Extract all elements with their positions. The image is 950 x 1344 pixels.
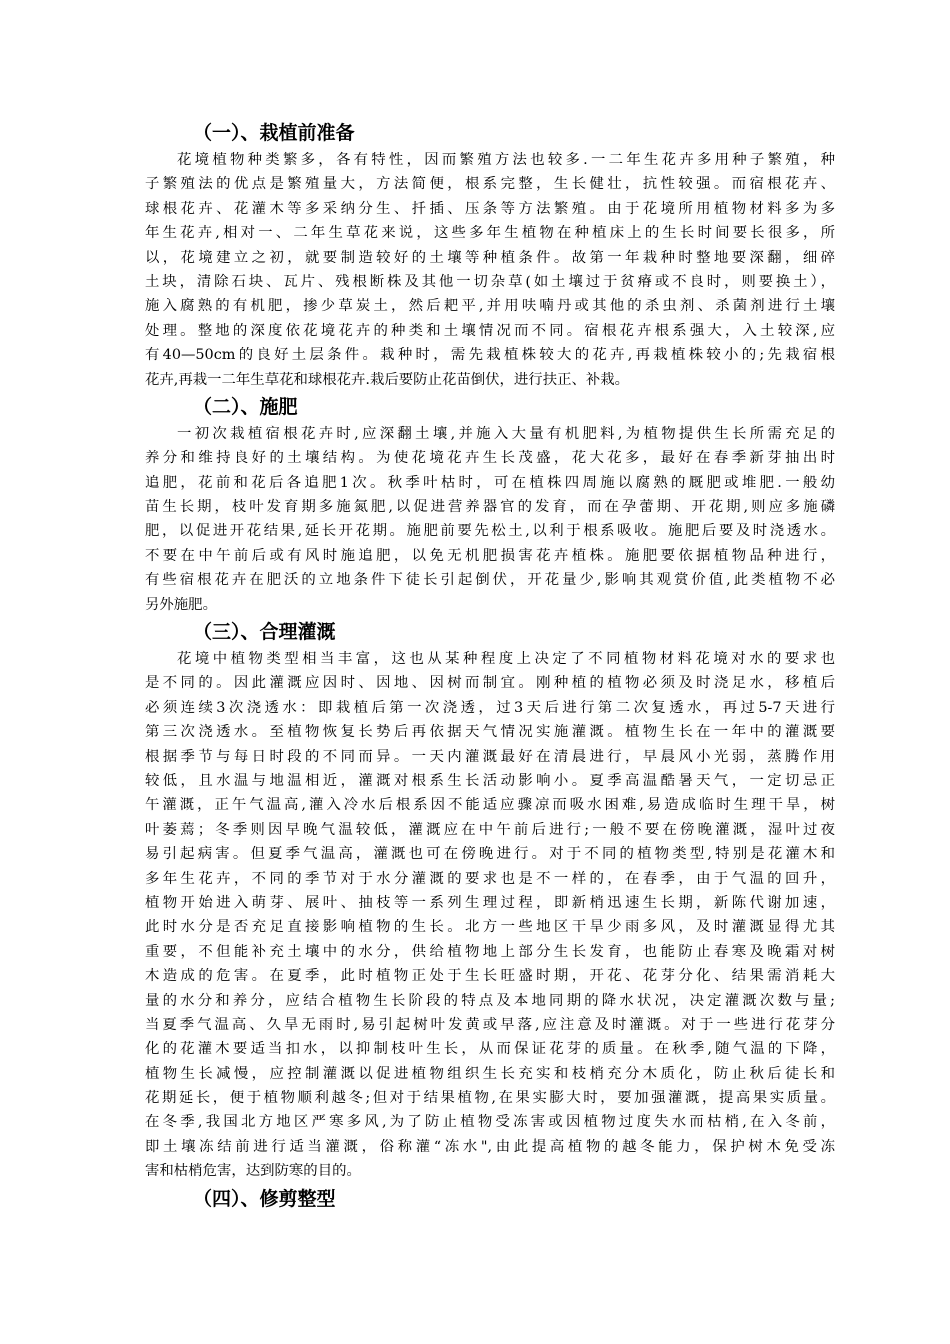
- text-line: 子繁殖法的优点是繁殖量大，方法简便，根系完整，生长健壮，抗性较强。而宿根花卉、: [145, 176, 835, 193]
- text-line: 施入腐熟的有机肥，掺少草炭土，然后耙平,并用呋喃丹或其他的杀虫剂、杀菌剂进行土壤: [145, 298, 835, 315]
- text-line: 有40—50cm的良好土层条件。栽种时，需先栽植株较大的花卉,再栽植株较小的;先栽宿根: [145, 347, 835, 364]
- text-line: 多年生花卉，不同的季节对于水分灌溉的要求也是不一样的，在春季，由于气温的回升，: [145, 870, 835, 887]
- text-line: 根据季节与每日时段的不同而异。一天内灌溉最好在清晨进行，早晨风小光弱，蒸腾作用: [145, 748, 835, 765]
- text-line: 较低，且水温与地温相近，灌溉对根系生长活动影响小。夏季高温酷暑天气，一定切忌正: [145, 772, 835, 789]
- section-heading: （三）、合理灌溉: [193, 621, 336, 644]
- section-paragraph: [145, 148, 835, 392]
- text-line: 花境中植物类型相当丰富，这也从某种程度上决定了不同植物材料花境对水的要求也: [177, 651, 835, 668]
- text-line: 一初次栽植宿根花卉时,应深翻土壤,并施入大量有机肥料,为植物提供生长所需充足的: [177, 425, 835, 442]
- text-line: 另外施肥。: [145, 596, 217, 613]
- text-line: 处理。整地的深度依花境花卉的种类和土壤情况而不同。宿根花卉根系强大，入土较深,应: [145, 322, 835, 339]
- section-paragraph: [145, 647, 835, 1184]
- text-line: 必须连续3次浇透水：即栽植后第一次浇透，过3天后进行第二次复透水，再过5-7天进行: [145, 699, 835, 716]
- text-line: 花境植物种类繁多，各有特性，因而繁殖方法也较多.一二年生花卉多用种子繁殖，种: [177, 152, 835, 168]
- text-line: 以，花境建立之初，就要制造较好的土壤等种植条件。故第一年栽种时整地要深翻，细碎: [145, 249, 835, 266]
- text-line: 重要，不但能补充土壤中的水分，供给植物地上部分生长发育，也能防止春寒及晚霜对树: [145, 943, 835, 960]
- text-line: 木造成的危害。在夏季，此时植物正处于生长旺盛时期，开花、花芽分化、结果需消耗大: [145, 968, 835, 985]
- text-line: 不要在中午前后或有风时施追肥，以免无机肥损害花卉植株。施肥要依据植物品种进行，: [145, 547, 835, 564]
- text-line: 球根花卉、花灌木等多采纳分生、扦插、压条等方法繁殖。由于花境所用植物材料多为多: [145, 200, 835, 217]
- section-paragraph: [145, 422, 835, 617]
- text-line: 当夏季气温高、久旱无雨时,易引起树叶发黄或早落,应注意及时灌溉。对于一些进行花芽分: [145, 1016, 835, 1033]
- text-line: 植物开始进入萌芽、展叶、抽枝等一系列生理过程，即新梢迅速生长期，新陈代谢加速，: [145, 894, 835, 911]
- text-line: 植物生长减慢，应控制灌溉以促进植物组织生长充实和枝梢充分木质化，防止秋后徒长和: [145, 1065, 835, 1082]
- text-line: 易引起病害。但夏季气温高，灌溉也可在傍晚进行。对于不同的植物类型,特别是花灌木和: [145, 846, 835, 863]
- text-line: 追肥，花前和花后各追肥1次。秋季叶枯时，可在植株四周施以腐熟的厩肥或堆肥.一般幼: [145, 474, 835, 491]
- text-line: 土块，清除石块、瓦片、残根断株及其他一切杂草(如土壤过于贫瘠或不良时，则要换土），: [145, 273, 835, 290]
- text-line: 此时水分是否充足直接影响植物的生长。北方一些地区干旱少雨多风，及时灌溉显得尤其: [145, 919, 835, 936]
- text-line: 在冬季,我国北方地区严寒多风,为了防止植物受冻害或因植物过度失水而枯梢,在入冬前，: [145, 1114, 835, 1131]
- text-line: 是不同的。因此灌溉应因时、因地、因树而制宜。刚种植的植物必须及时浇足水，移植后: [145, 675, 835, 692]
- text-line: 年生花卉,相对一、二年生草花来说，这些多年生植物在种植床上的生长时间要长很多，所: [145, 225, 835, 242]
- section-heading: （一）、栽植前准备: [193, 122, 355, 144]
- text-line: 有些宿根花卉在肥沃的立地条件下徒长引起倒伏，开花量少,影响其观赏价值,此类植物不必: [145, 572, 835, 589]
- text-line: 肥，以促进开花结果,延长开花期。施肥前要先松土,以利于根系吸收。施肥后要及时浇透水。: [145, 523, 835, 540]
- text-line: 养分和维持良好的土壤结构。为使花境花卉生长茂盛，花大花多，最好在春季新芽抽出时: [145, 450, 835, 467]
- text-line: 午灌溉，正午气温高,灌入冷水后根系因不能适应骤凉而吸水困难,易造成临时生理干旱，树: [145, 797, 835, 814]
- text-line: 化的花灌木要适当扣水，以抑制枝叶生长，从而保证花芽的质量。在秋季,随气温的下降，: [145, 1041, 835, 1058]
- section-heading: （四）、修剪整型: [193, 1187, 336, 1210]
- text-line: 即土壤冻结前进行适当灌溉，俗称灌“冻水",由此提高植物的越冬能力，保护树木免受冻: [145, 1138, 835, 1155]
- text-line: 害和枯梢危害，达到防寒的目的。: [145, 1163, 361, 1180]
- section-heading: （二）、施肥: [193, 395, 298, 418]
- text-line: 第三次浇透水。至植物恢复长势后再依据天气情况实施灌溉。植物生长在一年中的灌溉要: [145, 724, 835, 741]
- text-line: 叶萎蔫；冬季则因早晚气温较低，灌溉应在中午前后进行;一般不要在傍晚灌溉，湿叶过夜: [145, 821, 835, 838]
- text-line: 花期延长，便于植物顺利越冬;但对于结果植物,在果实膨大时，要加强灌溉，提高果实质量。: [145, 1090, 835, 1107]
- text-line: 量的水分和养分，应结合植物生长阶段的特点及本地同期的降水状况，决定灌溉次数与量;: [145, 992, 835, 1009]
- document-body: [145, 118, 835, 1214]
- text-line: 花卉,再栽一二年生草花和球根花卉.栽后要防止花苗倒伏，进行扶正、补栽。: [145, 371, 630, 388]
- text-line: 苗生长期，枝叶发育期多施氮肥,以促进营养器官的发育，而在孕蕾期、开花期,则应多施磷: [145, 499, 835, 516]
